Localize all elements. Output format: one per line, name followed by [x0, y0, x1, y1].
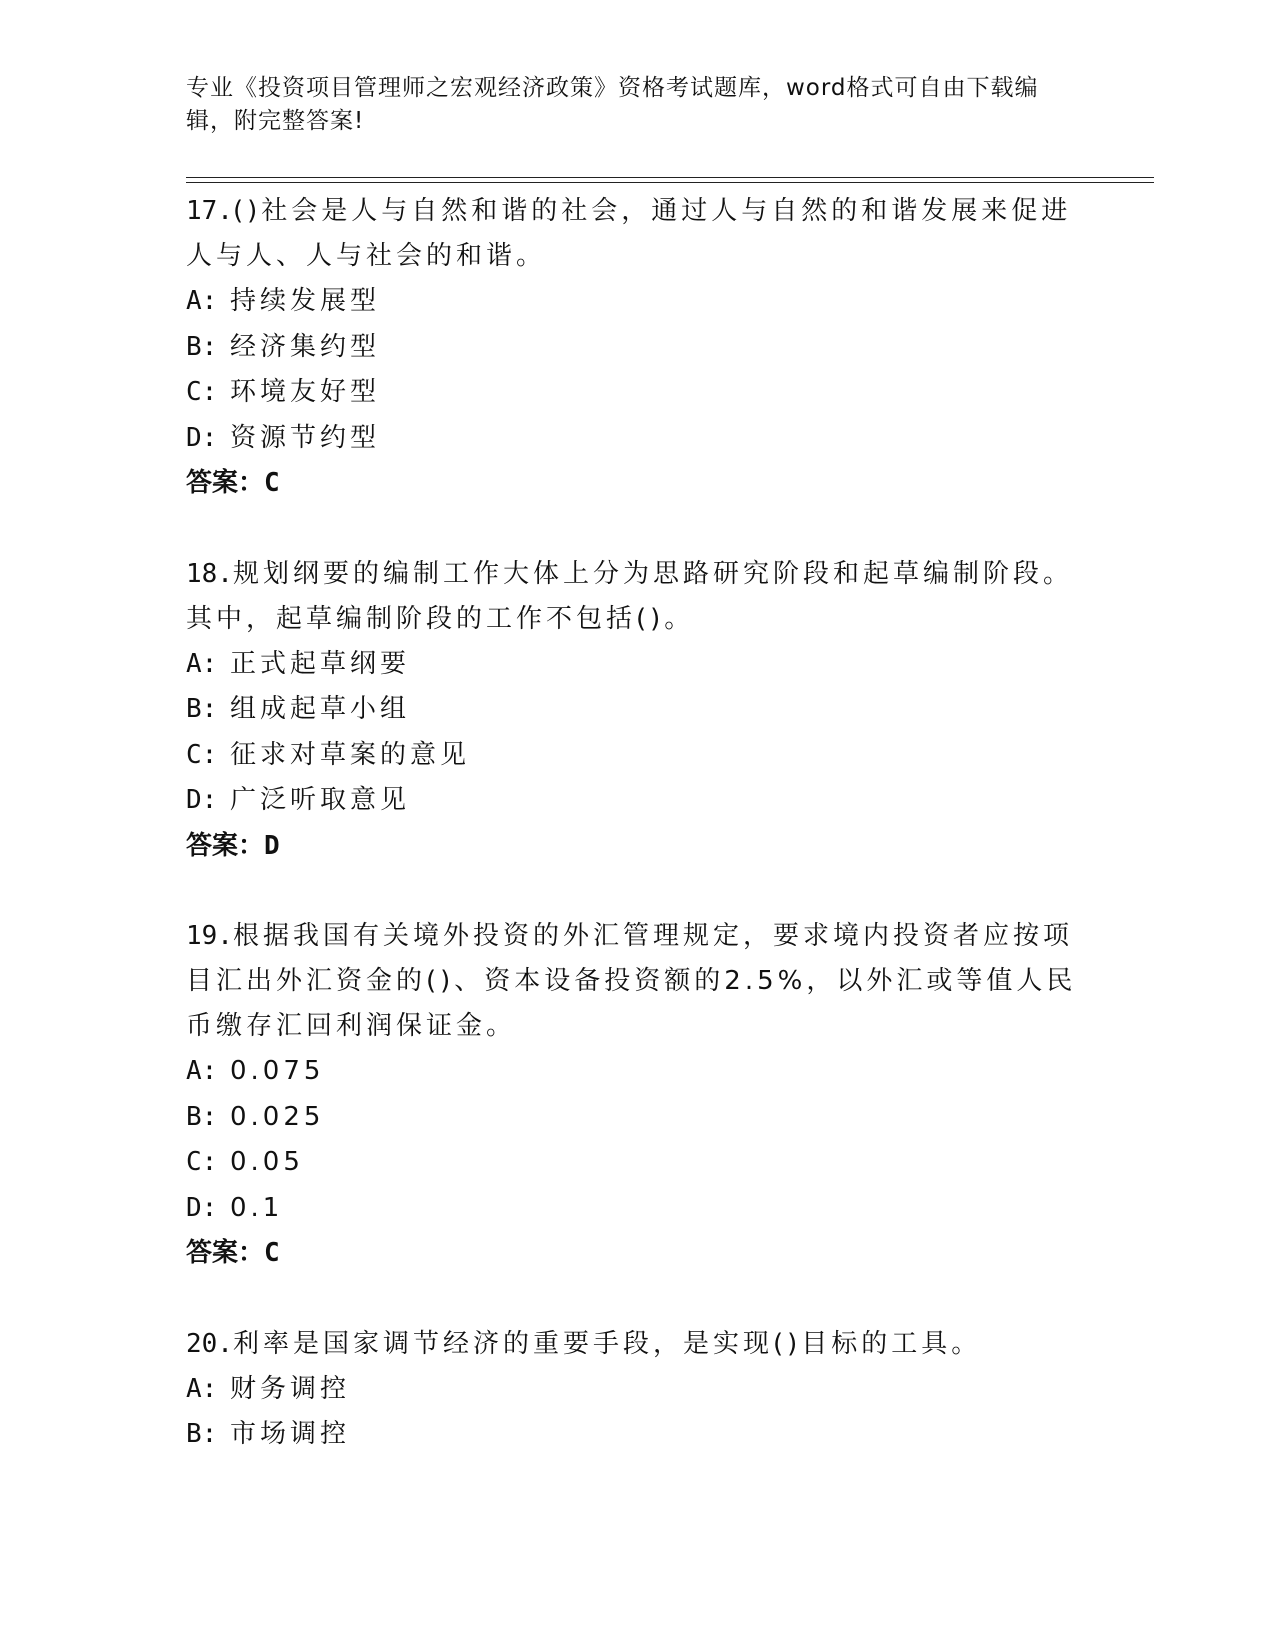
answer-value: C — [264, 1238, 280, 1268]
question-number: 19. — [186, 921, 233, 951]
answer-value: D — [264, 830, 280, 861]
answer-label: 答案： — [186, 1238, 265, 1268]
question-body: 根据我国有关境外投资的外汇管理规定，要求境内投资者应按项目汇出外汇资金的()、资本设备投资额的2.5%，以外汇或等值人民币缴存汇回利润保证金。 — [186, 921, 1077, 1041]
option-letter: A: — [186, 1056, 218, 1086]
header-divider-top — [186, 177, 1154, 178]
option-text: 征求对草案的意见 — [230, 739, 471, 770]
document-header: 专业《投资项目管理师之宏观经济政策》资格考试题库，word格式可自由下载编辑，附完整答案! — [186, 75, 1039, 134]
option-text: 市场调控 — [230, 1419, 351, 1449]
question-number: 17. — [186, 196, 233, 226]
option-text: 正式起草纲要 — [230, 648, 411, 679]
answer-line — [186, 1231, 1086, 1277]
question-17 — [186, 189, 1086, 507]
option-letter: A: — [186, 286, 218, 316]
option-text: 经济集约型 — [230, 331, 381, 362]
option-text: 0.075 — [230, 1056, 325, 1086]
option-d — [186, 778, 1086, 824]
answer-label: 答案： — [186, 830, 265, 861]
option-text: 环境友好型 — [230, 377, 381, 407]
option-letter: C: — [186, 739, 218, 770]
answer-line — [186, 824, 1086, 870]
question-body: 规划纲要的编制工作大体上分为思路研究阶段和起草编制阶段。其中，起草编制阶段的工作不包括()。 — [186, 558, 1073, 634]
question-text — [186, 189, 1086, 279]
option-letter: D: — [186, 1192, 218, 1223]
option-text: 0.05 — [230, 1147, 304, 1177]
option-text: 0.1 — [230, 1192, 284, 1223]
option-letter: B: — [186, 694, 218, 724]
option-text: 广泛听取意见 — [230, 785, 411, 815]
option-letter: D: — [186, 422, 218, 453]
question-text — [186, 552, 1086, 642]
answer-line — [186, 461, 1086, 507]
option-text: 0.025 — [230, 1101, 325, 1132]
option-a — [186, 1367, 1086, 1413]
option-b — [186, 1095, 1086, 1141]
question-text — [186, 1322, 1086, 1367]
option-a — [186, 642, 1086, 688]
option-text: 组成起草小组 — [230, 694, 411, 724]
option-text: 持续发展型 — [230, 286, 381, 316]
option-a — [186, 1049, 1086, 1095]
option-c — [186, 370, 1086, 416]
answer-value: C — [264, 468, 280, 498]
option-letter: B: — [186, 331, 218, 362]
answer-label: 答案： — [186, 468, 265, 498]
option-a — [186, 279, 1086, 325]
option-letter: C: — [186, 1147, 218, 1177]
option-c — [186, 1140, 1086, 1186]
header-divider-bottom — [186, 182, 1154, 183]
question-body: ()社会是人与自然和谐的社会，通过人与自然的和谐发展来促进人与人、人与社会的和谐。 — [186, 196, 1072, 271]
question-body: 利率是国家调节经济的重要手段，是实现()目标的工具。 — [232, 1328, 982, 1359]
option-letter: B: — [186, 1101, 218, 1132]
question-number: 18. — [186, 558, 233, 589]
option-letter: B: — [186, 1419, 218, 1449]
option-b — [186, 325, 1086, 371]
option-c — [186, 733, 1086, 779]
option-b — [186, 1412, 1086, 1458]
option-letter: A: — [186, 648, 218, 679]
question-19 — [186, 914, 1086, 1277]
question-number: 20. — [186, 1328, 233, 1359]
option-d — [186, 416, 1086, 462]
option-letter: D: — [186, 785, 218, 815]
option-text: 资源节约型 — [230, 422, 381, 453]
question-list — [186, 189, 1086, 1503]
option-d — [186, 1186, 1086, 1232]
question-18 — [186, 552, 1086, 870]
question-20 — [186, 1322, 1086, 1458]
option-b — [186, 687, 1086, 733]
option-letter: A: — [186, 1373, 218, 1404]
option-letter: C: — [186, 377, 218, 407]
option-text: 财务调控 — [230, 1373, 351, 1404]
question-text — [186, 914, 1086, 1049]
